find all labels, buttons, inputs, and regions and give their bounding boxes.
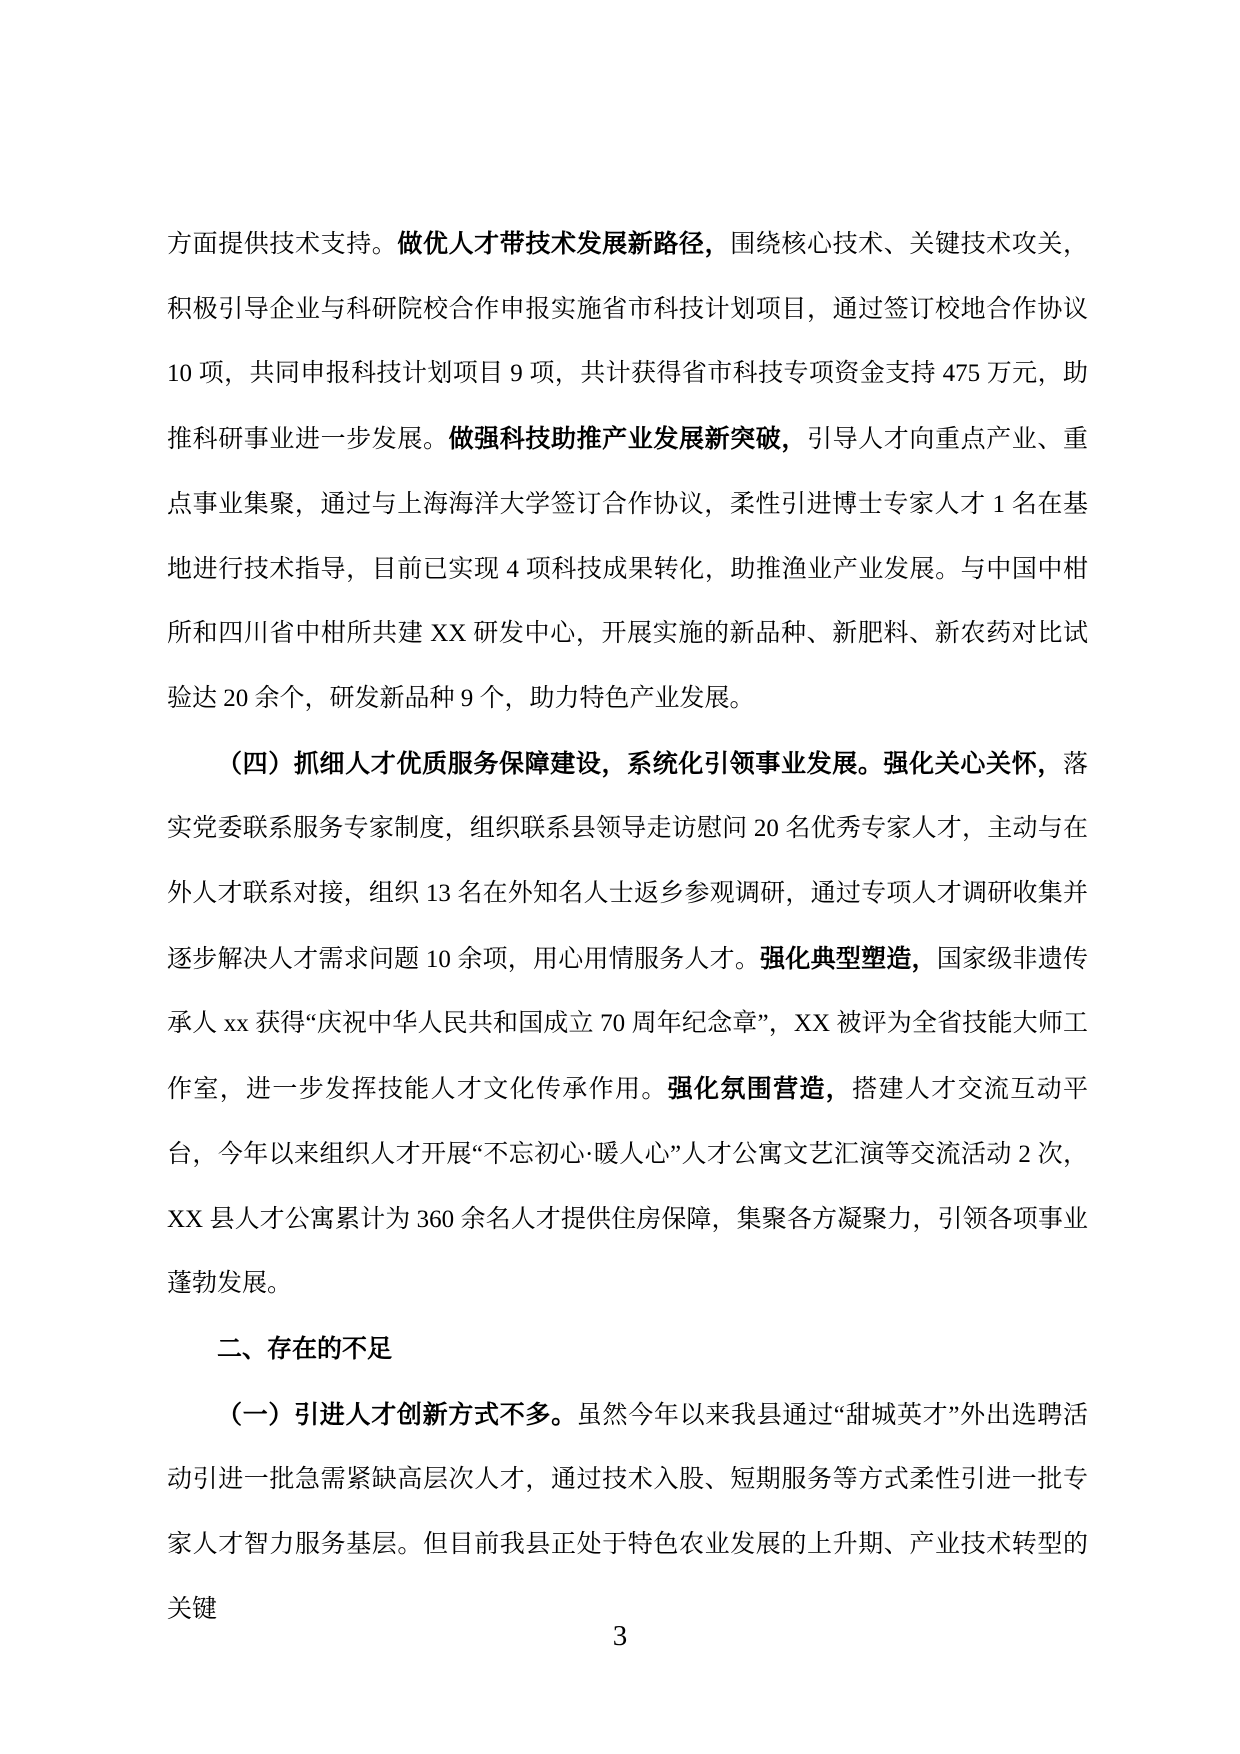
text-run: 落实党委联系服务专家制度，组织联系县领导走访慰问 20 名优秀专家人才，主动与在外人才联系对接，组织 13 名在外知名人士返乡参观调研，通过专项人才调研收集并逐步解决人才需求问题 10 余项，用心用情服务人才。 [167, 750, 1088, 973]
emphasis-run: 做强科技助推产业发展新突破， [448, 425, 807, 454]
text-run: 国家级非遗传承人 xx 获得“庆祝中华人民共和国成立 70 周年纪念章”，XX 被评为全省技能大师工作室，进一步发挥技能人才文化传承作用。 [167, 945, 1088, 1104]
text-run: 方面提供技术支持。 [167, 231, 398, 258]
text-run: 引导人才向重点产业、重点事业集聚，通过与上海海洋大学签订合作协议，柔性引进博士专家人才 1 名在基地进行技术指导，目前已实现 4 项科技成果转化，助推渔业产业发展。与中国中柑所和四川省中柑所共建 XX 研发中心，开展实施的新品种、新肥料、新农药对比试验达 20 余个，研发新品种 9 个，助力特色产业发展。 [167, 426, 1088, 712]
emphasis-run: 强化氛围营造， [667, 1075, 853, 1104]
emphasis-run: 强化典型塑造， [760, 944, 937, 973]
paragraph-shortcoming-one [167, 1383, 1088, 1643]
shortcoming-one-heading: （一）引进人才创新方式不多。 [217, 1400, 577, 1429]
emphasis-run: 强化关心关怀， [883, 749, 1063, 778]
section-four-heading: （四）抓细人才优质服务保障建设，系统化引领事业发展。 [217, 749, 884, 778]
document-body [167, 212, 1088, 1642]
paragraph-tech-support [167, 212, 1088, 732]
text-run: 虽然今年以来我县通过“甜城英才”外出选聘活动引进一批急需紧缺高层次人才，通过技术入股、短期服务等方式柔性引进一批专家人才智力服务基层。但目前我县正处于特色农业发展的上升期、产业技术转型的关键 [167, 1401, 1088, 1623]
section-heading-run: 二、存在的不足 [217, 1334, 393, 1363]
paragraph-section-four [167, 732, 1088, 1317]
page-number: 3 [612, 1620, 628, 1652]
emphasis-run: 做优人才带技术发展新路径， [397, 230, 731, 258]
text-run: 搭建人才交流互动平台，今年以来组织人才开展“不忘初心·暖人心”人才公寓文艺汇演等交流活动 2 次，XX 县人才公寓累计为 360 余名人才提供住房保障，集聚各方凝聚力，引领各项事业蓬勃发展。 [167, 1076, 1088, 1298]
page-footer [0, 1620, 1240, 1653]
heading-section-two [167, 1317, 1088, 1383]
text-run: 围绕核心技术、关键技术攻关，积极引导企业与科研院校合作申报实施省市科技计划项目，通过签订校地合作协议 10 项，共同申报科技计划项目 9 项，共计获得省市科技专项资金支持 475 万元，助推科研事业进一步发展。 [167, 231, 1088, 454]
